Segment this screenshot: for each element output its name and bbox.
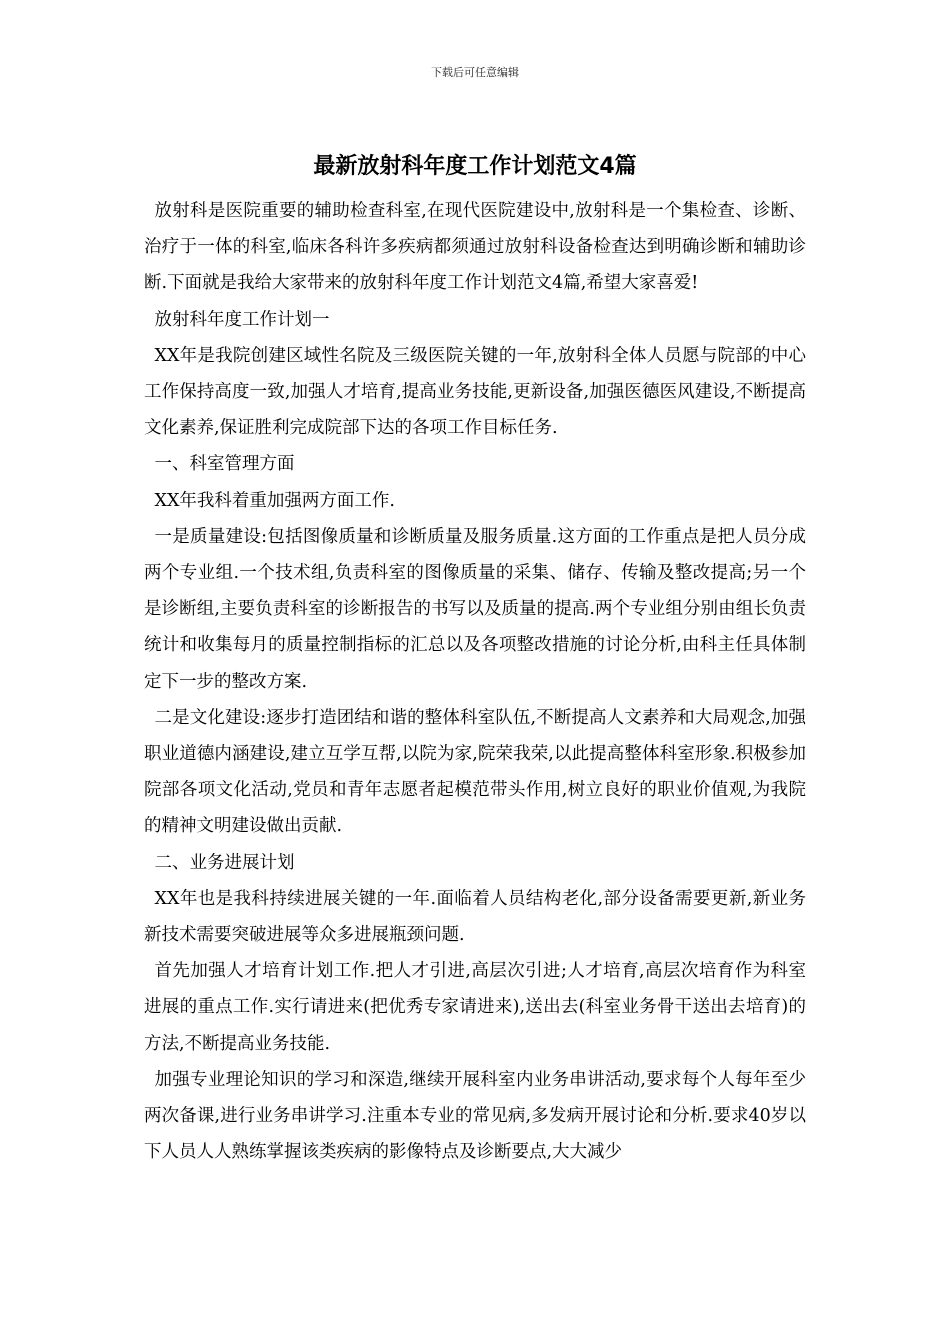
body-paragraph: XX年是我院创建区域性名院及三级医院关键的一年,放射科全体人员愿与院部的中心工作保持高度一致,加强人才培育,提高业务技能,更新设备,加强医德医风建设,不断提高文化素养,保证胜利完成院部下达的各项工作目标任务. [144, 345, 806, 439]
body-paragraph: XX年也是我科持续进展关键的一年.面临着人员结构老化,部分设备需要更新,新业务新技术需要突破进展等众多进展瓶颈问题. [144, 888, 806, 946]
body-paragraph: 首先加强人才培育计划工作.把人才引进,高层次引进;人才培育,高层次培育作为科室进展的重点工作.实行请进来(把优秀专家请进来),送出去(科室业务骨干送出去培育)的方法,不断提高业务技能. [144, 961, 806, 1054]
section-heading-business-plan: 二、业务进展计划 [154, 852, 295, 873]
body-paragraph: XX年我科着重加强两方面工作. [154, 490, 395, 511]
body-paragraph: 一是质量建设:包括图像质量和诊断质量及服务质量.这方面的工作重点是把人员分成两个专业组.一个技术组,负责科室的图像质量的采集、储存、传输及整改提高;另一个是诊断组,主要负责科室的诊断报告的书写以及质量的提高.两个专业组分别由组长负责统计和收集每月的质量控制指标的汇总以及各项整改措施的讨论分析,由科主任具体制定下一步的整改方案. [144, 526, 806, 692]
page-header-note: 下载后可任意编辑 [431, 66, 519, 79]
document-body [144, 193, 806, 1170]
section-heading-plan-one: 放射科年度工作计划一 [154, 309, 330, 330]
body-paragraph: 二是文化建设:逐步打造团结和谐的整体科室队伍,不断提高人文素养和大局观念,加强职业道德内涵建设,建立互学互帮,以院为家,院荣我荣,以此提高整体科室形象.积极参加院部各项文化活动,党员和青年志愿者起模范带头作用,树立良好的职业价值观,为我院的精神文明建设做出贡献. [144, 707, 806, 837]
section-heading-management: 一、科室管理方面 [154, 454, 295, 475]
intro-paragraph: 放射科是医院重要的辅助检查科室,在现代医院建设中,放射科是一个集检查、诊断、治疗于一体的科室,临床各科许多疾病都须通过放射科设备检查达到明确诊断和辅助诊断.下面就是我给大家带来的放射科年度工作计划范文4篇,希望大家喜爱! [144, 201, 806, 294]
document-title: 最新放射科年度工作计划范文4篇 [313, 154, 637, 179]
body-paragraph: 加强专业理论知识的学习和深造,继续开展科室内业务串讲活动,要求每个人每年至少两次备课,进行业务串讲学习.注重本专业的常见病,多发病开展讨论和分析.要求40岁以下人员人人熟练掌握该类疾病的影像特点及诊断要点,大大减少 [144, 1069, 806, 1163]
